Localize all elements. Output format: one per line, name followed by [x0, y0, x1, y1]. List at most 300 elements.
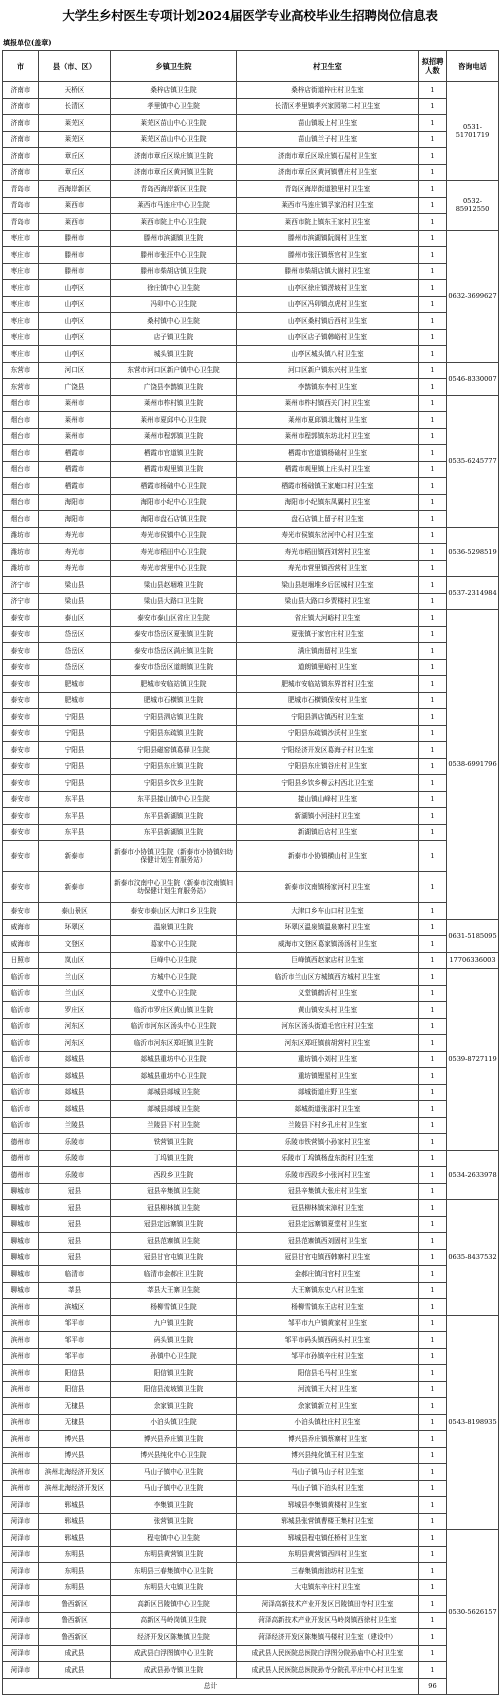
cell-planned-hires: 1	[419, 659, 447, 676]
cell-village-clinic: 山亭区冯卯镇点虎村卫生室	[237, 296, 419, 313]
cell-township-hospital: 宁阳县东疏镇卫生院	[111, 725, 237, 742]
cell-county: 乐陵市	[39, 1134, 111, 1151]
cell-city: 菏泽市	[3, 1546, 39, 1563]
table-row	[3, 1315, 499, 1332]
table-row	[3, 1299, 499, 1316]
cell-village-clinic: 莱州市柞村镇西关门村卫生室	[237, 395, 419, 412]
cell-township-hospital: 栖霞市观里镇卫生院	[111, 461, 237, 478]
cell-city: 潍坊市	[3, 544, 39, 561]
cell-county: 岱岳区	[39, 626, 111, 643]
cell-planned-hires: 1	[419, 1150, 447, 1167]
cell-township-hospital: 郯城县重坊中心卫生院	[111, 1068, 237, 1085]
cell-county: 邹平市	[39, 1348, 111, 1365]
cell-township-hospital: 莱州市程郭镇卫生院	[111, 428, 237, 445]
cell-township-hospital: 寿光市稻田中心卫生院	[111, 544, 237, 561]
cell-planned-hires: 1	[419, 395, 447, 412]
cell-planned-hires: 1	[419, 643, 447, 660]
cell-city: 聊城市	[3, 1249, 39, 1266]
cell-planned-hires: 1	[419, 1117, 447, 1134]
cell-village-clinic: 义堂镇鹤沂村卫生室	[237, 985, 419, 1002]
cell-county: 天桥区	[39, 82, 111, 99]
cell-township-hospital: 东平县接山镇中心卫生院	[111, 791, 237, 808]
cell-county: 宁阳县	[39, 742, 111, 759]
table-row	[3, 659, 499, 676]
cell-village-clinic: 菏泽经济开发区陈集镇马楼村卫生室（建设中）	[237, 1629, 419, 1646]
cell-township-hospital: 东平县新湖镇卫生院	[111, 808, 237, 825]
cell-village-clinic: 成武县人民医院总医院孙寺分院孔平庄中心村卫生室	[237, 1662, 419, 1679]
cell-township-hospital: 冯卯中心卫生院	[111, 296, 237, 313]
cell-county: 肥城市	[39, 692, 111, 709]
cell-planned-hires: 1	[419, 1266, 447, 1283]
cell-county: 山亭区	[39, 346, 111, 363]
cell-planned-hires: 1	[419, 362, 447, 379]
table-row	[3, 1381, 499, 1398]
cell-county: 东明县	[39, 1563, 111, 1580]
cell-township-hospital: 程屯镇中心卫生院	[111, 1530, 237, 1547]
cell-village-clinic: 邹平市九户镇黄家村卫生室	[237, 1315, 419, 1332]
table-row	[3, 82, 499, 99]
table-row	[3, 362, 499, 379]
cell-township-hospital: 郯城县郯城卫生院	[111, 1101, 237, 1118]
cell-city: 泰安市	[3, 692, 39, 709]
cell-township-hospital: 经济开发区陈集镇卫生院	[111, 1629, 237, 1646]
cell-county: 无棣县	[39, 1414, 111, 1431]
cell-county: 河口区	[39, 362, 111, 379]
table-row	[3, 1464, 499, 1481]
cell-village-clinic: 山亭区城头镇八村卫生室	[237, 346, 419, 363]
cell-village-clinic: 满庄镇南留村卫生室	[237, 643, 419, 660]
cell-county: 文登区	[39, 936, 111, 953]
cell-county: 郯城县	[39, 1084, 111, 1101]
cell-county: 东明县	[39, 1546, 111, 1563]
cell-county: 无棣县	[39, 1398, 111, 1415]
cell-planned-hires: 1	[419, 1480, 447, 1497]
cell-city: 滨州市	[3, 1332, 39, 1349]
cell-planned-hires: 1	[419, 775, 447, 792]
cell-village-clinic: 冠县甘官屯镇西韩寨村卫生室	[237, 1249, 419, 1266]
cell-county: 栖霞市	[39, 445, 111, 462]
cell-village-clinic: 河东区汤头街道毛官庄村卫生室	[237, 1018, 419, 1035]
table-row	[3, 379, 499, 396]
table-row	[3, 412, 499, 429]
table-row	[3, 1348, 499, 1365]
cell-village-clinic: 河流镇王大村卫生室	[237, 1381, 419, 1398]
cell-township-hospital: 葛家中心卫生院	[111, 936, 237, 953]
cell-county: 滨州北海经济开发区	[39, 1464, 111, 1481]
cell-city: 泰安市	[3, 791, 39, 808]
table-row	[3, 1266, 499, 1283]
table-row	[3, 758, 499, 775]
cell-county: 山亭区	[39, 296, 111, 313]
cell-village-clinic: 郓城县张营镇曹楼王集村卫生室	[237, 1513, 419, 1530]
cell-planned-hires: 1	[419, 148, 447, 165]
cell-village-clinic: 莱州市程郭镇东坊北村卫生室	[237, 428, 419, 445]
cell-county: 罗庄区	[39, 1002, 111, 1019]
cell-county: 宁阳县	[39, 775, 111, 792]
cell-county: 肥城市	[39, 676, 111, 693]
cell-county: 广饶县	[39, 379, 111, 396]
table-row	[3, 478, 499, 495]
cell-township-hospital: 码头镇卫生院	[111, 1332, 237, 1349]
cell-village-clinic: 莱西市院上镇东王家村卫生室	[237, 214, 419, 231]
cell-county: 海阳市	[39, 511, 111, 528]
cell-township-hospital: 新泰市汶南中心卫生院（新泰市汶南镇妇幼保健计划生育服务站）	[111, 872, 237, 903]
cell-planned-hires: 1	[419, 742, 447, 759]
cell-county: 寿光市	[39, 560, 111, 577]
cell-planned-hires: 1	[419, 82, 447, 99]
cell-township-hospital: 寿光市营里中心卫生院	[111, 560, 237, 577]
table-row	[3, 1431, 499, 1448]
table-row	[3, 1183, 499, 1200]
table-row	[3, 808, 499, 825]
cell-county: 冠县	[39, 1233, 111, 1250]
cell-city: 东营市	[3, 379, 39, 396]
cell-county: 兰山区	[39, 969, 111, 986]
cell-city: 德州市	[3, 1134, 39, 1151]
cell-township-hospital: 郯城县郯城卫生院	[111, 1084, 237, 1101]
cell-village-clinic: 郓城县程屯镇任桥村卫生室	[237, 1530, 419, 1547]
cell-planned-hires: 1	[419, 544, 447, 561]
cell-village-clinic: 苗山镇兰子村卫生室	[237, 131, 419, 148]
cell-phone: 0535-6245777	[447, 395, 499, 527]
cell-township-hospital: 泰安市泰山区大津口乡卫生院	[111, 903, 237, 920]
table-row	[3, 511, 499, 528]
cell-city: 枣庄市	[3, 329, 39, 346]
cell-county: 新泰市	[39, 872, 111, 903]
cell-city: 济南市	[3, 82, 39, 99]
cell-planned-hires: 1	[419, 936, 447, 953]
cell-village-clinic: 三春集镇南油坊村卫生室	[237, 1563, 419, 1580]
cell-township-hospital: 青岛西海岸新区卫生院	[111, 181, 237, 198]
cell-township-hospital: 铁营镇卫生院	[111, 1134, 237, 1151]
cell-phone: 0631-5185095	[447, 919, 499, 952]
cell-planned-hires: 1	[419, 511, 447, 528]
cell-county: 冠县	[39, 1183, 111, 1200]
cell-village-clinic: 梁山县大路口乡贾楼村卫生室	[237, 593, 419, 610]
cell-county: 乐陵市	[39, 1167, 111, 1184]
cell-planned-hires: 1	[419, 280, 447, 297]
cell-township-hospital: 成武县孙寺镇卫生院	[111, 1662, 237, 1679]
cell-township-hospital: 城头镇卫生院	[111, 346, 237, 363]
cell-planned-hires: 1	[419, 1068, 447, 1085]
cell-county: 梁山县	[39, 577, 111, 594]
cell-village-clinic: 马山子镇下泊头村卫生室	[237, 1480, 419, 1497]
table-row	[3, 197, 499, 214]
cell-village-clinic: 博兴县乔庄镇蔡寨村卫生室	[237, 1431, 419, 1448]
cell-township-hospital: 栖霞市杨础中心卫生院	[111, 478, 237, 495]
cell-planned-hires: 1	[419, 1183, 447, 1200]
cell-county: 环翠区	[39, 919, 111, 936]
cell-city: 滨州市	[3, 1464, 39, 1481]
cell-planned-hires: 1	[419, 1332, 447, 1349]
cell-township-hospital: 成武县白浮图镇中心卫生院	[111, 1645, 237, 1662]
table-row	[3, 131, 499, 148]
table-row	[3, 1216, 499, 1233]
table-row	[3, 676, 499, 693]
cell-county: 郓城县	[39, 1513, 111, 1530]
cell-planned-hires: 1	[419, 952, 447, 969]
cell-phone: 0537-2314984	[447, 577, 499, 610]
cell-city: 济南市	[3, 131, 39, 148]
cell-village-clinic: 大屯镇东辛庄村卫生室	[237, 1579, 419, 1596]
table-header-row	[3, 51, 499, 82]
cell-township-hospital: 东明县三春集镇中心卫生院	[111, 1563, 237, 1580]
table-row	[3, 742, 499, 759]
table-row	[3, 1365, 499, 1382]
cell-village-clinic: 桑梓店街道梓庄村卫生室	[237, 82, 419, 99]
cell-township-hospital: 张营镇卫生院	[111, 1513, 237, 1530]
cell-planned-hires: 1	[419, 824, 447, 841]
cell-city: 济南市	[3, 148, 39, 165]
cell-village-clinic: 东明县黄营镇西四村卫生室	[237, 1546, 419, 1563]
cell-city: 菏泽市	[3, 1645, 39, 1662]
cell-county: 成武县	[39, 1662, 111, 1679]
cell-city: 菏泽市	[3, 1596, 39, 1613]
cell-city: 泰安市	[3, 903, 39, 920]
cell-city: 滨州市	[3, 1315, 39, 1332]
table-row	[3, 1546, 499, 1563]
cell-township-hospital: 马山子镇中心卫生院	[111, 1480, 237, 1497]
table-row	[3, 214, 499, 231]
cell-city: 德州市	[3, 1150, 39, 1167]
cell-planned-hires: 1	[419, 247, 447, 264]
table-row	[3, 280, 499, 297]
cell-planned-hires: 1	[419, 527, 447, 544]
cell-township-hospital: 临沂市罗庄区黄山镇卫生院	[111, 1002, 237, 1019]
cell-village-clinic: 马山子镇马山子村卫生室	[237, 1464, 419, 1481]
table-row	[3, 709, 499, 726]
cell-city: 聊城市	[3, 1266, 39, 1283]
cell-village-clinic: 阳信县毛马村卫生室	[237, 1365, 419, 1382]
table-row	[3, 1150, 499, 1167]
cell-township-hospital: 栖霞市官道镇卫生院	[111, 445, 237, 462]
cell-county: 兰陵县	[39, 1117, 111, 1134]
cell-township-hospital: 东平县新湖镇卫生院	[111, 824, 237, 841]
cell-city: 济宁市	[3, 577, 39, 594]
table-row	[3, 1068, 499, 1085]
table-row	[3, 1480, 499, 1497]
cell-township-hospital: 临沂市河东区郑旺镇卫生院	[111, 1035, 237, 1052]
cell-city: 枣庄市	[3, 296, 39, 313]
cell-township-hospital: 莱芜区苗山中心卫生院	[111, 115, 237, 132]
table-row	[3, 1530, 499, 1547]
cell-county: 梁山县	[39, 593, 111, 610]
table-row	[3, 577, 499, 594]
cell-planned-hires: 1	[419, 164, 447, 181]
table-row	[3, 1134, 499, 1151]
cell-city: 烟台市	[3, 478, 39, 495]
total-value: 96	[419, 1678, 447, 1694]
cell-county: 栖霞市	[39, 461, 111, 478]
cell-county: 宁阳县	[39, 709, 111, 726]
cell-planned-hires: 1	[419, 577, 447, 594]
cell-city: 滨州市	[3, 1480, 39, 1497]
cell-planned-hires: 1	[419, 919, 447, 936]
cell-county: 莱芜区	[39, 131, 111, 148]
cell-city: 东营市	[3, 362, 39, 379]
table-row	[3, 643, 499, 660]
cell-village-clinic: 新湖镇小河洼村卫生室	[237, 808, 419, 825]
cell-county: 郯城县	[39, 1101, 111, 1118]
cell-city: 枣庄市	[3, 263, 39, 280]
cell-city: 泰安市	[3, 808, 39, 825]
cell-phone: 0538-6991796	[447, 610, 499, 920]
cell-township-hospital: 新泰市小协镇卫生院（新泰市小协镇妇幼保健计划生育服务站）	[111, 841, 237, 872]
cell-planned-hires: 1	[419, 181, 447, 198]
cell-county: 章丘区	[39, 148, 111, 165]
reporting-unit-label: 填报单位(盖章)	[3, 38, 52, 47]
table-row	[3, 775, 499, 792]
cell-planned-hires: 1	[419, 1315, 447, 1332]
table-row	[3, 329, 499, 346]
cell-county: 宁阳县	[39, 725, 111, 742]
table-row	[3, 1084, 499, 1101]
cell-village-clinic: 乐陵市丁坞镇杨盘东街村卫生室	[237, 1150, 419, 1167]
cell-village-clinic: 冠县柳林镇宋漳村卫生室	[237, 1200, 419, 1217]
cell-village-clinic: 成武县人民医院总医院白浮图分院孙庙中心村卫生室	[237, 1645, 419, 1662]
cell-township-hospital: 泰安市岱岳区道朗镇卫生院	[111, 659, 237, 676]
cell-township-hospital: 店子镇卫生院	[111, 329, 237, 346]
table-row	[3, 1612, 499, 1629]
table-row	[3, 1002, 499, 1019]
cell-planned-hires: 1	[419, 1431, 447, 1448]
cell-county: 莱西市	[39, 197, 111, 214]
cell-planned-hires: 1	[419, 98, 447, 115]
cell-planned-hires: 1	[419, 985, 447, 1002]
cell-city: 枣庄市	[3, 280, 39, 297]
table-row	[3, 610, 499, 627]
cell-planned-hires: 1	[419, 1530, 447, 1547]
table-row	[3, 1282, 499, 1299]
cell-planned-hires: 1	[419, 1398, 447, 1415]
cell-county: 滕州市	[39, 230, 111, 247]
cell-city: 枣庄市	[3, 230, 39, 247]
header-phone: 咨询电话	[447, 51, 499, 82]
table-row	[3, 1398, 499, 1415]
cell-township-hospital: 济南市章丘区黄河镇卫生院	[111, 164, 237, 181]
cell-township-hospital: 丁坞镇卫生院	[111, 1150, 237, 1167]
cell-planned-hires: 1	[419, 1249, 447, 1266]
cell-county: 岚山区	[39, 952, 111, 969]
cell-city: 烟台市	[3, 395, 39, 412]
cell-village-clinic: 乐陵市铁营镇小孙家村卫生室	[237, 1134, 419, 1151]
cell-planned-hires: 1	[419, 1497, 447, 1514]
cell-village-clinic: 邹平市孙镇辛庄村卫生室	[237, 1348, 419, 1365]
table-row	[3, 263, 499, 280]
cell-planned-hires: 1	[419, 969, 447, 986]
cell-village-clinic: 新湖镇后店村卫生室	[237, 824, 419, 841]
table-row	[3, 1497, 499, 1514]
table-row	[3, 626, 499, 643]
cell-township-hospital: 东明县大屯镇卫生院	[111, 1579, 237, 1596]
cell-city: 潍坊市	[3, 560, 39, 577]
cell-township-hospital: 冠县定远寨镇卫生院	[111, 1216, 237, 1233]
cell-county: 新泰市	[39, 841, 111, 872]
cell-township-hospital: 桑梓店镇卫生院	[111, 82, 237, 99]
cell-county: 泰山区	[39, 610, 111, 627]
cell-planned-hires: 1	[419, 725, 447, 742]
cell-city: 泰安市	[3, 643, 39, 660]
cell-village-clinic: 黄山镇安头村卫生室	[237, 1002, 419, 1019]
table-row	[3, 395, 499, 412]
cell-village-clinic: 重坊镇小刘村卫生室	[237, 1051, 419, 1068]
cell-village-clinic: 宁阳县泗店镇西村卫生室	[237, 709, 419, 726]
cell-city: 临沂市	[3, 1117, 39, 1134]
cell-phone: 0543-8198935	[447, 1315, 499, 1530]
cell-planned-hires: 1	[419, 214, 447, 231]
cell-planned-hires: 1	[419, 1216, 447, 1233]
cell-city: 临沂市	[3, 1002, 39, 1019]
cell-phone: 0539-8727119	[447, 969, 499, 1151]
table-row	[3, 164, 499, 181]
cell-city: 青岛市	[3, 214, 39, 231]
cell-village-clinic: 小泊头镇杜庄村卫生室	[237, 1414, 419, 1431]
cell-city: 滨州市	[3, 1299, 39, 1316]
cell-city: 威海市	[3, 936, 39, 953]
cell-village-clinic: 莱州市夏邱镇北魏村卫生室	[237, 412, 419, 429]
cell-village-clinic: 巨峰镇西赵家店村卫生室	[237, 952, 419, 969]
cell-planned-hires: 1	[419, 1365, 447, 1382]
cell-planned-hires: 1	[419, 1348, 447, 1365]
cell-county: 栖霞市	[39, 478, 111, 495]
table-row	[3, 903, 499, 920]
cell-township-hospital: 冠县辛集镇卫生院	[111, 1183, 237, 1200]
table-row	[3, 985, 499, 1002]
table-row	[3, 1629, 499, 1646]
cell-village-clinic: 寿光市营里镇西营村卫生室	[237, 560, 419, 577]
cell-city: 济宁市	[3, 593, 39, 610]
cell-township-hospital: 广饶县李鹊镇卫生院	[111, 379, 237, 396]
cell-planned-hires: 1	[419, 610, 447, 627]
table-row	[3, 98, 499, 115]
table-row	[3, 1101, 499, 1118]
cell-village-clinic: 省庄镇大河峪村卫生室	[237, 610, 419, 627]
table-row	[3, 1513, 499, 1530]
cell-township-hospital: 济南市章丘区垛庄镇卫生院	[111, 148, 237, 165]
cell-planned-hires: 1	[419, 1629, 447, 1646]
cell-city: 聊城市	[3, 1200, 39, 1217]
cell-city: 菏泽市	[3, 1579, 39, 1596]
table-row	[3, 1332, 499, 1349]
cell-township-hospital: 阳信县流坡镇卫生院	[111, 1381, 237, 1398]
cell-county: 河东区	[39, 1035, 111, 1052]
cell-city: 滨州市	[3, 1398, 39, 1415]
cell-township-hospital: 杨柳雪镇卫生院	[111, 1299, 237, 1316]
cell-village-clinic: 寿光市稻田镇西刘营村卫生室	[237, 544, 419, 561]
cell-city: 菏泽市	[3, 1530, 39, 1547]
cell-village-clinic: 郯城街道张邵村卫生室	[237, 1101, 419, 1118]
cell-township-hospital: 宁阳县磁窑镇葛驿卫生院	[111, 742, 237, 759]
cell-city: 临沂市	[3, 1101, 39, 1118]
cell-city: 烟台市	[3, 461, 39, 478]
cell-village-clinic: 济南市章丘区垛庄镇石屋村卫生室	[237, 148, 419, 165]
cell-planned-hires: 1	[419, 1299, 447, 1316]
cell-planned-hires: 1	[419, 1282, 447, 1299]
cell-planned-hires: 1	[419, 428, 447, 445]
cell-village-clinic: 兰陵县下村乡孔庄村卫生室	[237, 1117, 419, 1134]
table-row	[3, 115, 499, 132]
cell-village-clinic: 冠县范寨镇西刘固村卫生室	[237, 1233, 419, 1250]
cell-planned-hires: 1	[419, 412, 447, 429]
cell-village-clinic: 杨柳雪镇东王店村卫生室	[237, 1299, 419, 1316]
total-label: 总计	[3, 1678, 419, 1694]
cell-village-clinic: 肥城市石横镇保安村卫生室	[237, 692, 419, 709]
cell-planned-hires: 1	[419, 791, 447, 808]
cell-village-clinic: 邹平市码头镇西码头村卫生室	[237, 1332, 419, 1349]
cell-planned-hires: 1	[419, 329, 447, 346]
cell-county: 成武县	[39, 1645, 111, 1662]
cell-county: 莘县	[39, 1282, 111, 1299]
